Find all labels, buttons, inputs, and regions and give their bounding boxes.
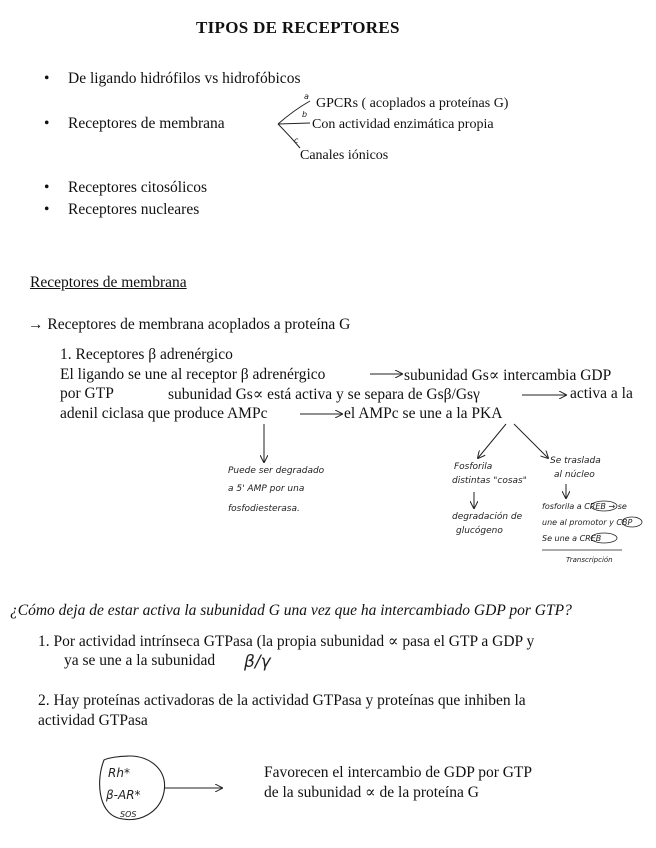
- handdrawn-circle: [100, 756, 165, 820]
- beta-line3-b: el AMPc se une a la PKA: [344, 405, 503, 422]
- branch-letter-a: a: [304, 92, 309, 101]
- beta-line1-a: El ligando se une al receptor β adrenérgico: [60, 366, 326, 383]
- creb-marks: [542, 501, 642, 550]
- bullet-membrane-receptors: • Receptores de membrana: [68, 115, 225, 133]
- bullet-nuclear-receptors: • Receptores nucleares: [68, 201, 199, 219]
- beta-item-heading: 1. Receptores β adrenérgico: [60, 346, 233, 363]
- beta-line1-b: subunidad Gs∝ intercambia GDP: [404, 367, 612, 384]
- handwritten-pka-left-result-2: glucógeno: [456, 526, 503, 536]
- handwritten-camp-note-2: a 5' AMP por una: [228, 484, 305, 494]
- handwritten-creb-2: une al promotor y CBP: [542, 518, 633, 527]
- branch-line-a: [278, 101, 310, 124]
- beta-line3-a: adenil ciclasa que produce AMPc: [60, 405, 268, 422]
- branch-line-c: [278, 124, 300, 148]
- handwritten-camp-note-3: fosfodiesterasa.: [228, 504, 300, 514]
- creb-oval-1: [591, 501, 617, 511]
- favor-line-2: de la subunidad ∝ de la proteína G: [264, 784, 479, 801]
- membrane-branch-lines: [278, 101, 310, 148]
- answer-2-line-2: actividad GTPasa: [38, 712, 148, 729]
- answer-1-line-2: ya se une a la subunidad: [64, 652, 216, 669]
- branch-line-b: [278, 123, 310, 124]
- bullet-cytosolic-receptors: • Receptores citosólicos: [68, 179, 207, 197]
- beta-line2-a: por GTP: [60, 385, 114, 402]
- branch-letter-c: c: [294, 136, 299, 145]
- handwritten-camp-note-1: Puede ser degradado: [228, 466, 325, 476]
- circle-label-rh: Rh*: [108, 766, 130, 780]
- circle-label-sos: SOS: [120, 810, 137, 819]
- subheading-gprotein: → Receptores de membrana acoplados a proteína G: [28, 316, 351, 333]
- handwritten-creb-1: fosforila a CREB → se: [542, 502, 627, 511]
- membrane-type-gpcr: GPCRs ( acoplados a proteínas G): [316, 96, 509, 111]
- answer-1-beta-gamma: β/γ: [244, 652, 271, 672]
- arrow-pka-right: [514, 424, 548, 458]
- branch-letter-b: b: [302, 110, 308, 119]
- answer-2-line-1: 2. Hay proteínas activadoras de la actividad GTPasa y proteínas que inhiben la: [38, 692, 526, 709]
- page-title: TIPOS DE RECEPTORES: [196, 18, 400, 37]
- bullet-ligand-types: • De ligando hidrófilos vs hidrofóbicos: [68, 70, 300, 88]
- handwritten-pka-right-1: Se traslada: [550, 456, 601, 466]
- handwritten-creb-3: Se une a CREB: [542, 534, 602, 543]
- handwritten-pka-left-result-1: degradación de: [452, 512, 523, 522]
- question-text: ¿Cómo deja de estar activa la subunidad G una vez que ha intercambiado GDP por GTP?: [10, 602, 572, 619]
- circle-label-beta-ar: β-AR*: [106, 788, 141, 802]
- creb-oval-2: [591, 533, 617, 543]
- membrane-type-enzymatic: Con actividad enzimática propia: [312, 117, 494, 132]
- answer-1-line-1: 1. Por actividad intrínseca GTPasa (la propia subunidad ∝ pasa el GTP a GDP y: [38, 633, 535, 650]
- membrane-type-ion-channels: Canales iónicos: [300, 148, 389, 163]
- handwritten-transcription: Transcripción: [566, 556, 613, 564]
- handwritten-pka-left-1: Fosforila: [454, 462, 493, 472]
- handwritten-pka-right-2: al núcleo: [554, 470, 595, 480]
- cbp-oval: [622, 517, 642, 527]
- beta-line2-c: activa a la: [570, 385, 633, 402]
- favor-line-1: Favorecen el intercambio de GDP por GTP: [264, 764, 533, 781]
- beta-line2-b: subunidad Gs∝ está activa y se separa de Gsβ/Gsγ: [168, 386, 480, 403]
- section-heading-membrane: Receptores de membrana: [30, 274, 187, 291]
- handwritten-pka-left-2: distintas "cosas": [452, 476, 527, 486]
- arrow-pka-left: [478, 424, 506, 458]
